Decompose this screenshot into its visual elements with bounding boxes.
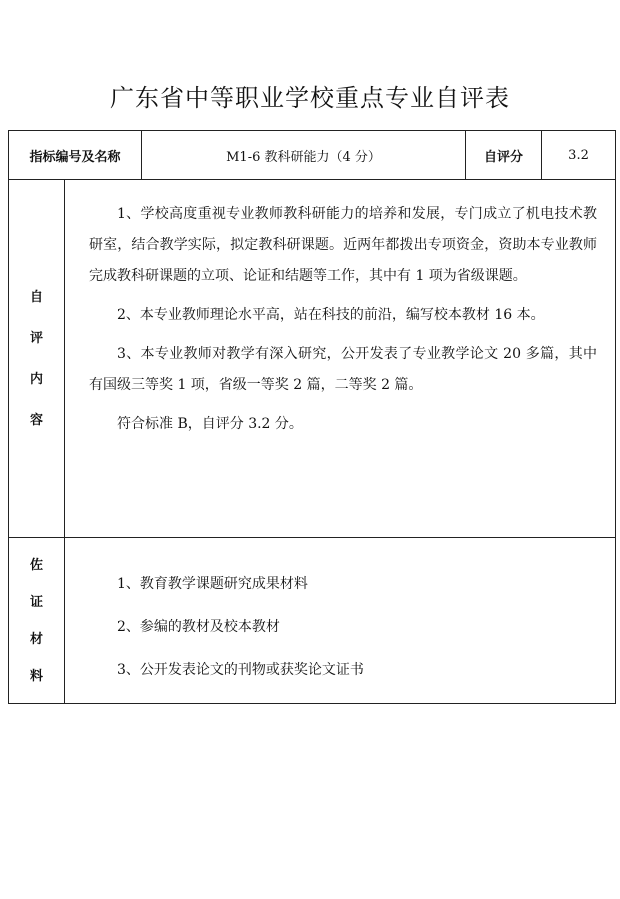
evidence-label-char: 材 [29, 631, 43, 647]
self-eval-conclusion: 符合标准 B，自评分 3.2 分。 [117, 416, 303, 432]
self-eval-paragraph: 1、学校高度重视专业教师教科研能力的培养和发展，专门成立了机电技术教研室，结合教学实际，拟定教科研课题。近两年都拨出专项资金，资助本专业教师完成教科研课题的立项、论证和结题等工作，其中有 1 项为省级课题。 [89, 206, 598, 284]
page-title: 广东省中等职业学校重点专业自评表 [110, 84, 510, 112]
evidence-label-char: 证 [29, 594, 43, 610]
self-eval-label-char: 内 [29, 371, 43, 387]
self-eval-label [9, 180, 65, 538]
score-value: 3.2 [542, 131, 616, 180]
evidence-label [9, 538, 65, 704]
evidence-row [9, 538, 616, 704]
header-row [9, 131, 616, 180]
evidence-label-char: 料 [29, 668, 43, 684]
evaluation-form-table [8, 130, 616, 704]
score-label: 自评分 [466, 131, 542, 180]
self-eval-label-char: 评 [29, 330, 43, 346]
evidence-item: 3、公开发表论文的刊物或获奖论文证书 [117, 662, 364, 678]
evidence-item: 1、教育教学课题研究成果材料 [117, 576, 308, 592]
indicator-label: 指标编号及名称 [9, 131, 142, 180]
self-eval-label-char: 自 [29, 289, 43, 305]
evidence-item: 2、参编的教材及校本教材 [117, 619, 280, 635]
indicator-value: M1-6 教科研能力（4 分） [142, 131, 466, 180]
self-eval-content [65, 180, 616, 538]
self-eval-label-char: 容 [29, 412, 43, 428]
evidence-content [65, 538, 616, 704]
self-eval-paragraph: 3、本专业教师对教学有深入研究，公开发表了专业教学论文 20 多篇，其中有国级三等奖 1 项，省级一等奖 2 篇，二等奖 2 篇。 [89, 346, 598, 393]
self-eval-paragraph: 2、本专业教师理论水平高，站在科技的前沿，编写校本教材 16 本。 [117, 307, 545, 323]
self-eval-row [9, 180, 616, 538]
evidence-label-char: 佐 [29, 557, 43, 573]
